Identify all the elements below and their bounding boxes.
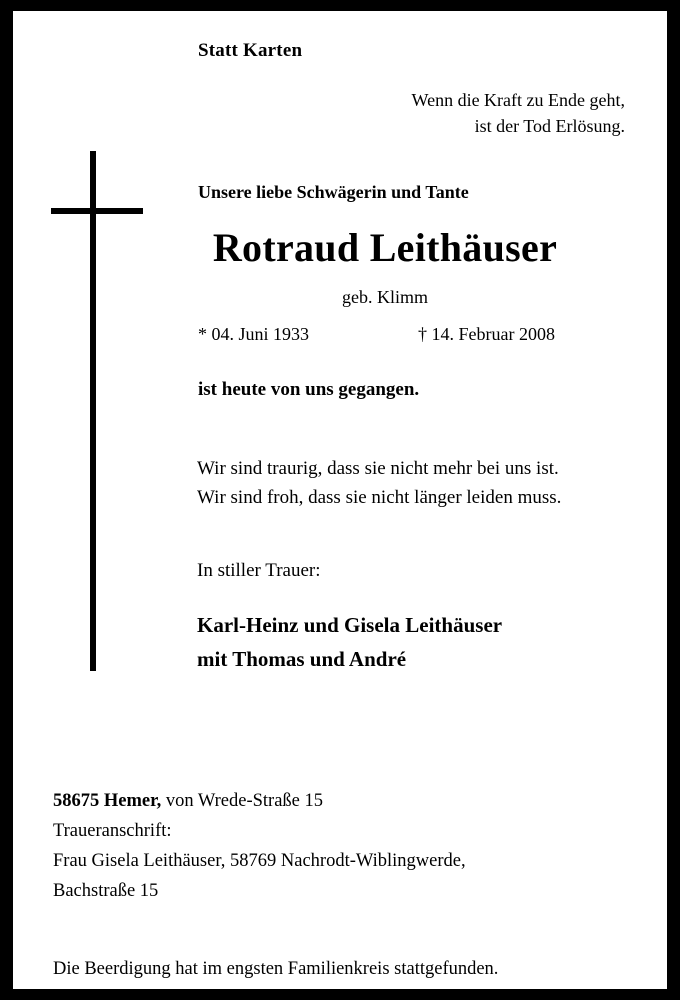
verse-block — [412, 87, 625, 139]
verse-line-2: ist der Tod Erlösung. — [474, 116, 625, 137]
address-city: 58675 Hemer, — [53, 791, 162, 811]
mourners-line-1: Karl-Heinz und Gisela Leithäuser — [197, 613, 503, 637]
sorrow-text — [197, 454, 561, 513]
birth-date: * 04. Juni 1933 — [198, 324, 310, 344]
death-date: † 14. Februar 2008 — [418, 324, 555, 344]
verse-line-1: Wenn die Kraft zu Ende geht, — [411, 90, 625, 110]
mourning-label: In stiller Trauer: — [197, 560, 321, 581]
address-block — [53, 787, 466, 907]
condolence-label: Traueranschrift: — [53, 820, 172, 841]
sorrow-line-1: Wir sind traurig, dass sie nicht mehr bei uns ist. — [197, 458, 559, 479]
funeral-note: Die Beerdigung hat im engsten Familienkreis stattgefunden. — [53, 959, 499, 979]
mourners-list — [197, 609, 502, 676]
cross-horizontal-bar — [51, 208, 143, 214]
obituary-card — [13, 11, 667, 989]
maiden-name: geb. Klimm — [342, 287, 428, 307]
sorrow-line-2: Wir sind froh, dass sie nicht länger leiden muss. — [197, 487, 562, 509]
home-address-line — [53, 787, 466, 817]
passed-away-line: ist heute von uns gegangen. — [198, 379, 420, 400]
mourners-line-2: mit Thomas und André — [197, 646, 407, 671]
condolence-line-1: Frau Gisela Leithäuser, 58769 Nachrodt-Wiblingwerde, — [53, 850, 466, 871]
statt-karten-note: Statt Karten — [198, 40, 303, 61]
relation-line: Unsere liebe Schwägerin und Tante — [198, 182, 469, 202]
condolence-line-2: Bachstraße 15 — [53, 880, 159, 901]
deceased-name: Rotraud Leithäuser — [212, 225, 558, 270]
life-dates — [198, 324, 648, 345]
address-street: von Wrede-Straße 15 — [161, 791, 324, 811]
